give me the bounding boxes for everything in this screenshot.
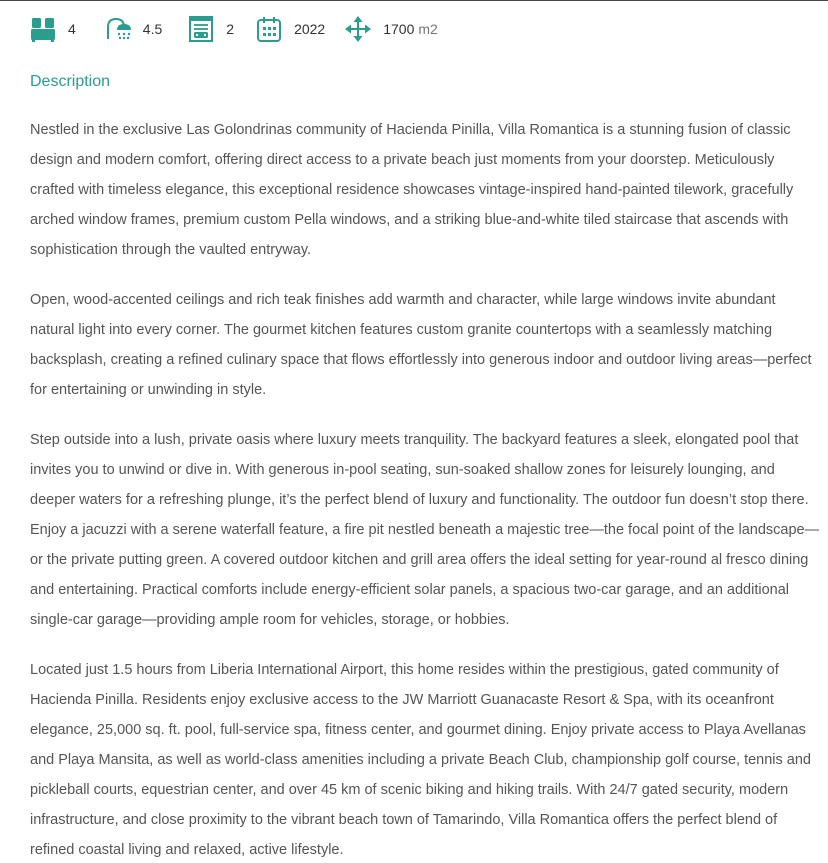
bed-icon	[30, 14, 56, 44]
description-paragraph: Open, wood-accented ceilings and rich teak finishes add warmth and character, while large windows invite abundant natural light into every corner. The gourmet kitchen features custom granite countertops with a seamlessly matching backsplash, creating a refined culinary space that flows effortlessly into generous indoor and outdoor living areas—perfect for entertaining or unwinding in style.	[30, 292, 812, 398]
bathrooms-feature	[105, 14, 162, 44]
bathrooms-value: 4.5	[142, 21, 163, 37]
bedrooms-value: 4	[68, 21, 76, 37]
calendar-icon	[256, 14, 282, 44]
description-paragraph: Located just 1.5 hours from Liberia International Airport, this home resides within the prestigious, gated community of Hacienda Pinilla. Residents enjoy exclusive access to the JW Marriott Guanacaste Resort & Spa, with its oceanfront elegance, 25,000 sq. ft. pool, full-service spa, fitness center, and gourmet dining. Enjoy private access to Playa Avellanas and Playa Mansita, as well as world-class amenities including a private Beach Club, championship golf course, tennis and pickleball courts, equestrian center, and over 45 km of scenic biking and hiking trails. With 24/7 gated security, modern infrastructure, and close proximity to the vibrant beach town of Tamarindo, Villa Romantica offers the perfect blend of refined coastal living and relaxed, active lifestyle.	[30, 662, 811, 858]
garages-feature	[188, 14, 234, 44]
bedrooms-feature	[30, 14, 76, 44]
description-heading: Description	[30, 73, 111, 90]
feature-bar	[30, 14, 438, 44]
description-body	[30, 115, 822, 863]
area-arrows-icon	[345, 14, 371, 44]
shower-icon	[105, 14, 131, 44]
year-built-feature	[256, 14, 325, 44]
description-paragraph: Step outside into a lush, private oasis where luxury meets tranquility. The backyard features a sleek, elongated pool that invites you to unwind or dive in. With generous in-pool seating, sun-soaked shallow zones for leisurely lounging, and deeper waters for a refreshing plunge, it’s the perfect blend of luxury and functionality. The outdoor fun doesn’t stop there. Enjoy a jacuzzi with a serene waterfall feature, a fire pit nestled beneath a majestic tree—the focal point of the landscape— or the private putting green. A covered outdoor kitchen and grill area offers the ideal setting for year-round al fresco dining and entertaining. Practical comforts include energy-efficient solar panels, a spacious two-car garage, and an additional single-car garage—providing ample room for vehicles, storage, or hobbies.	[30, 432, 820, 628]
area-value: 1700	[383, 21, 415, 37]
garage-icon	[188, 14, 214, 44]
year-built-value: 2022	[294, 21, 326, 37]
description-paragraph: Nestled in the exclusive Las Golondrinas community of Hacienda Pinilla, Villa Romantica is a stunning fusion of classic design and modern comfort, offering direct access to a private beach just moments from your doorstep. Meticulously crafted with timeless elegance, this exceptional residence showcases vintage-inspired hand-painted tilework, gracefully arched window frames, premium custom Pella windows, and a striking blue-and-white tiled staircase that ascends with sophistication through the vaulted entryway.	[30, 122, 794, 258]
area-feature	[345, 14, 438, 44]
garages-value: 2	[226, 21, 235, 37]
area-unit: m2	[418, 21, 438, 37]
